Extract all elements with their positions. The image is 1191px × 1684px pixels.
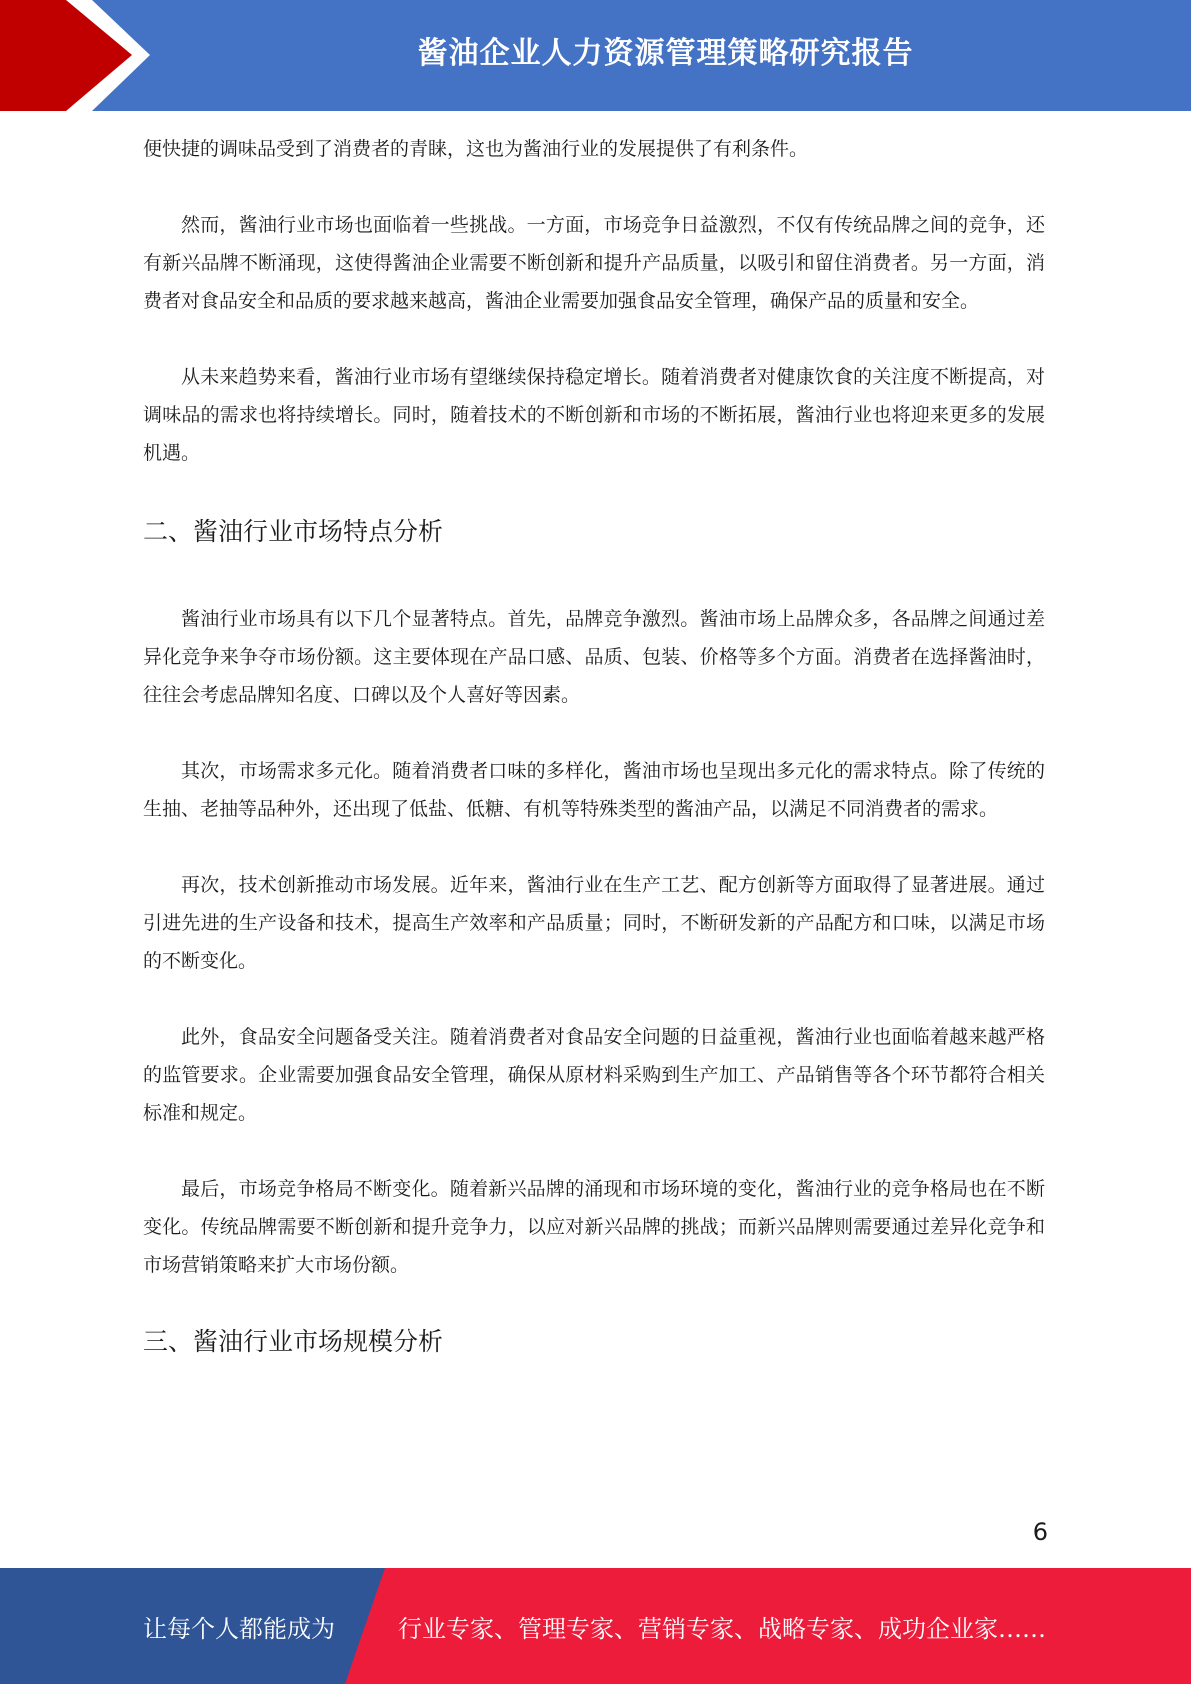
footer-slogan-left: 让每个人都能成为	[143, 1614, 335, 1643]
report-title: 酱油企业人力资源管理策略研究报告	[417, 36, 914, 71]
paragraph-competition: 最后，市场竞争格局不断变化。随着新兴品牌的涌现和市场环境的变化，酱油行业的竞争格局也在不断变化。传统品牌需要不断创新和提升竞争力，以应对新兴品牌的挑战；而新兴品牌则需要通过差异化竞争和市场营销策略来扩大市场份额。	[143, 1178, 1045, 1276]
paragraph-market-features: 酱油行业市场具有以下几个显著特点。首先，品牌竞争激烈。酱油市场上品牌众多，各品牌之间通过差异化竞争来争夺市场份额。这主要体现在产品口感、品质、包装、价格等多个方面。消费者在选择酱油时，往往会考虑品牌知名度、口碑以及个人喜好等因素。	[143, 608, 1045, 706]
paragraph-diverse-demand: 其次，市场需求多元化。随着消费者口味的多样化，酱油市场也呈现出多元化的需求特点。除了传统的生抽、老抽等品种外，还出现了低盐、低糖、有机等特殊类型的酱油产品，以满足不同消费者的需求。	[143, 760, 1045, 820]
paragraph-challenges: 然而，酱油行业市场也面临着一些挑战。一方面，市场竞争日益激烈，不仅有传统品牌之间的竞争，还有新兴品牌不断涌现，这使得酱油企业需要不断创新和提升产品质量，以吸引和留住消费者。另一方面，消费者对食品安全和品质的要求越来越高，酱油企业需要加强食品安全管理，确保产品的质量和安全。	[143, 214, 1045, 312]
header-band	[0, 0, 1191, 111]
paragraph-future-trends: 从未来趋势来看，酱油行业市场有望继续保持稳定增长。随着消费者对健康饮食的关注度不断提高，对调味品的需求也将持续增长。同时，随着技术的不断创新和市场的不断拓展，酱油行业也将迎来更多的发展机遇。	[143, 366, 1045, 464]
footer-slogan-right: 行业专家、管理专家、营销专家、战略专家、成功企业家……	[398, 1614, 1046, 1643]
section-heading-2: 二、酱油行业市场特点分析	[143, 517, 444, 546]
paragraph-continuation: 便快捷的调味品受到了消费者的青睐，这也为酱油行业的发展提供了有利条件。	[143, 138, 809, 160]
paragraph-food-safety: 此外，食品安全问题备受关注。随着消费者对食品安全问题的日益重视，酱油行业也面临着越来越严格的监管要求。企业需要加强食品安全管理，确保从原材料采购到生产加工、产品销售等各个环节都符合相关标准和规定。	[143, 1026, 1045, 1124]
section-heading-3: 三、酱油行业市场规模分析	[143, 1327, 444, 1356]
page-content	[143, 130, 1045, 1362]
footer-band	[0, 1568, 1191, 1684]
header-arrow-decoration	[0, 0, 160, 111]
page-number: 6	[1032, 1518, 1048, 1546]
paragraph-tech-innovation: 再次，技术创新推动市场发展。近年来，酱油行业在生产工艺、配方创新等方面取得了显著进展。通过引进先进的生产设备和技术，提高生产效率和产品质量；同时，不断研发新的产品配方和口味，以满足市场的不断变化。	[143, 874, 1045, 972]
